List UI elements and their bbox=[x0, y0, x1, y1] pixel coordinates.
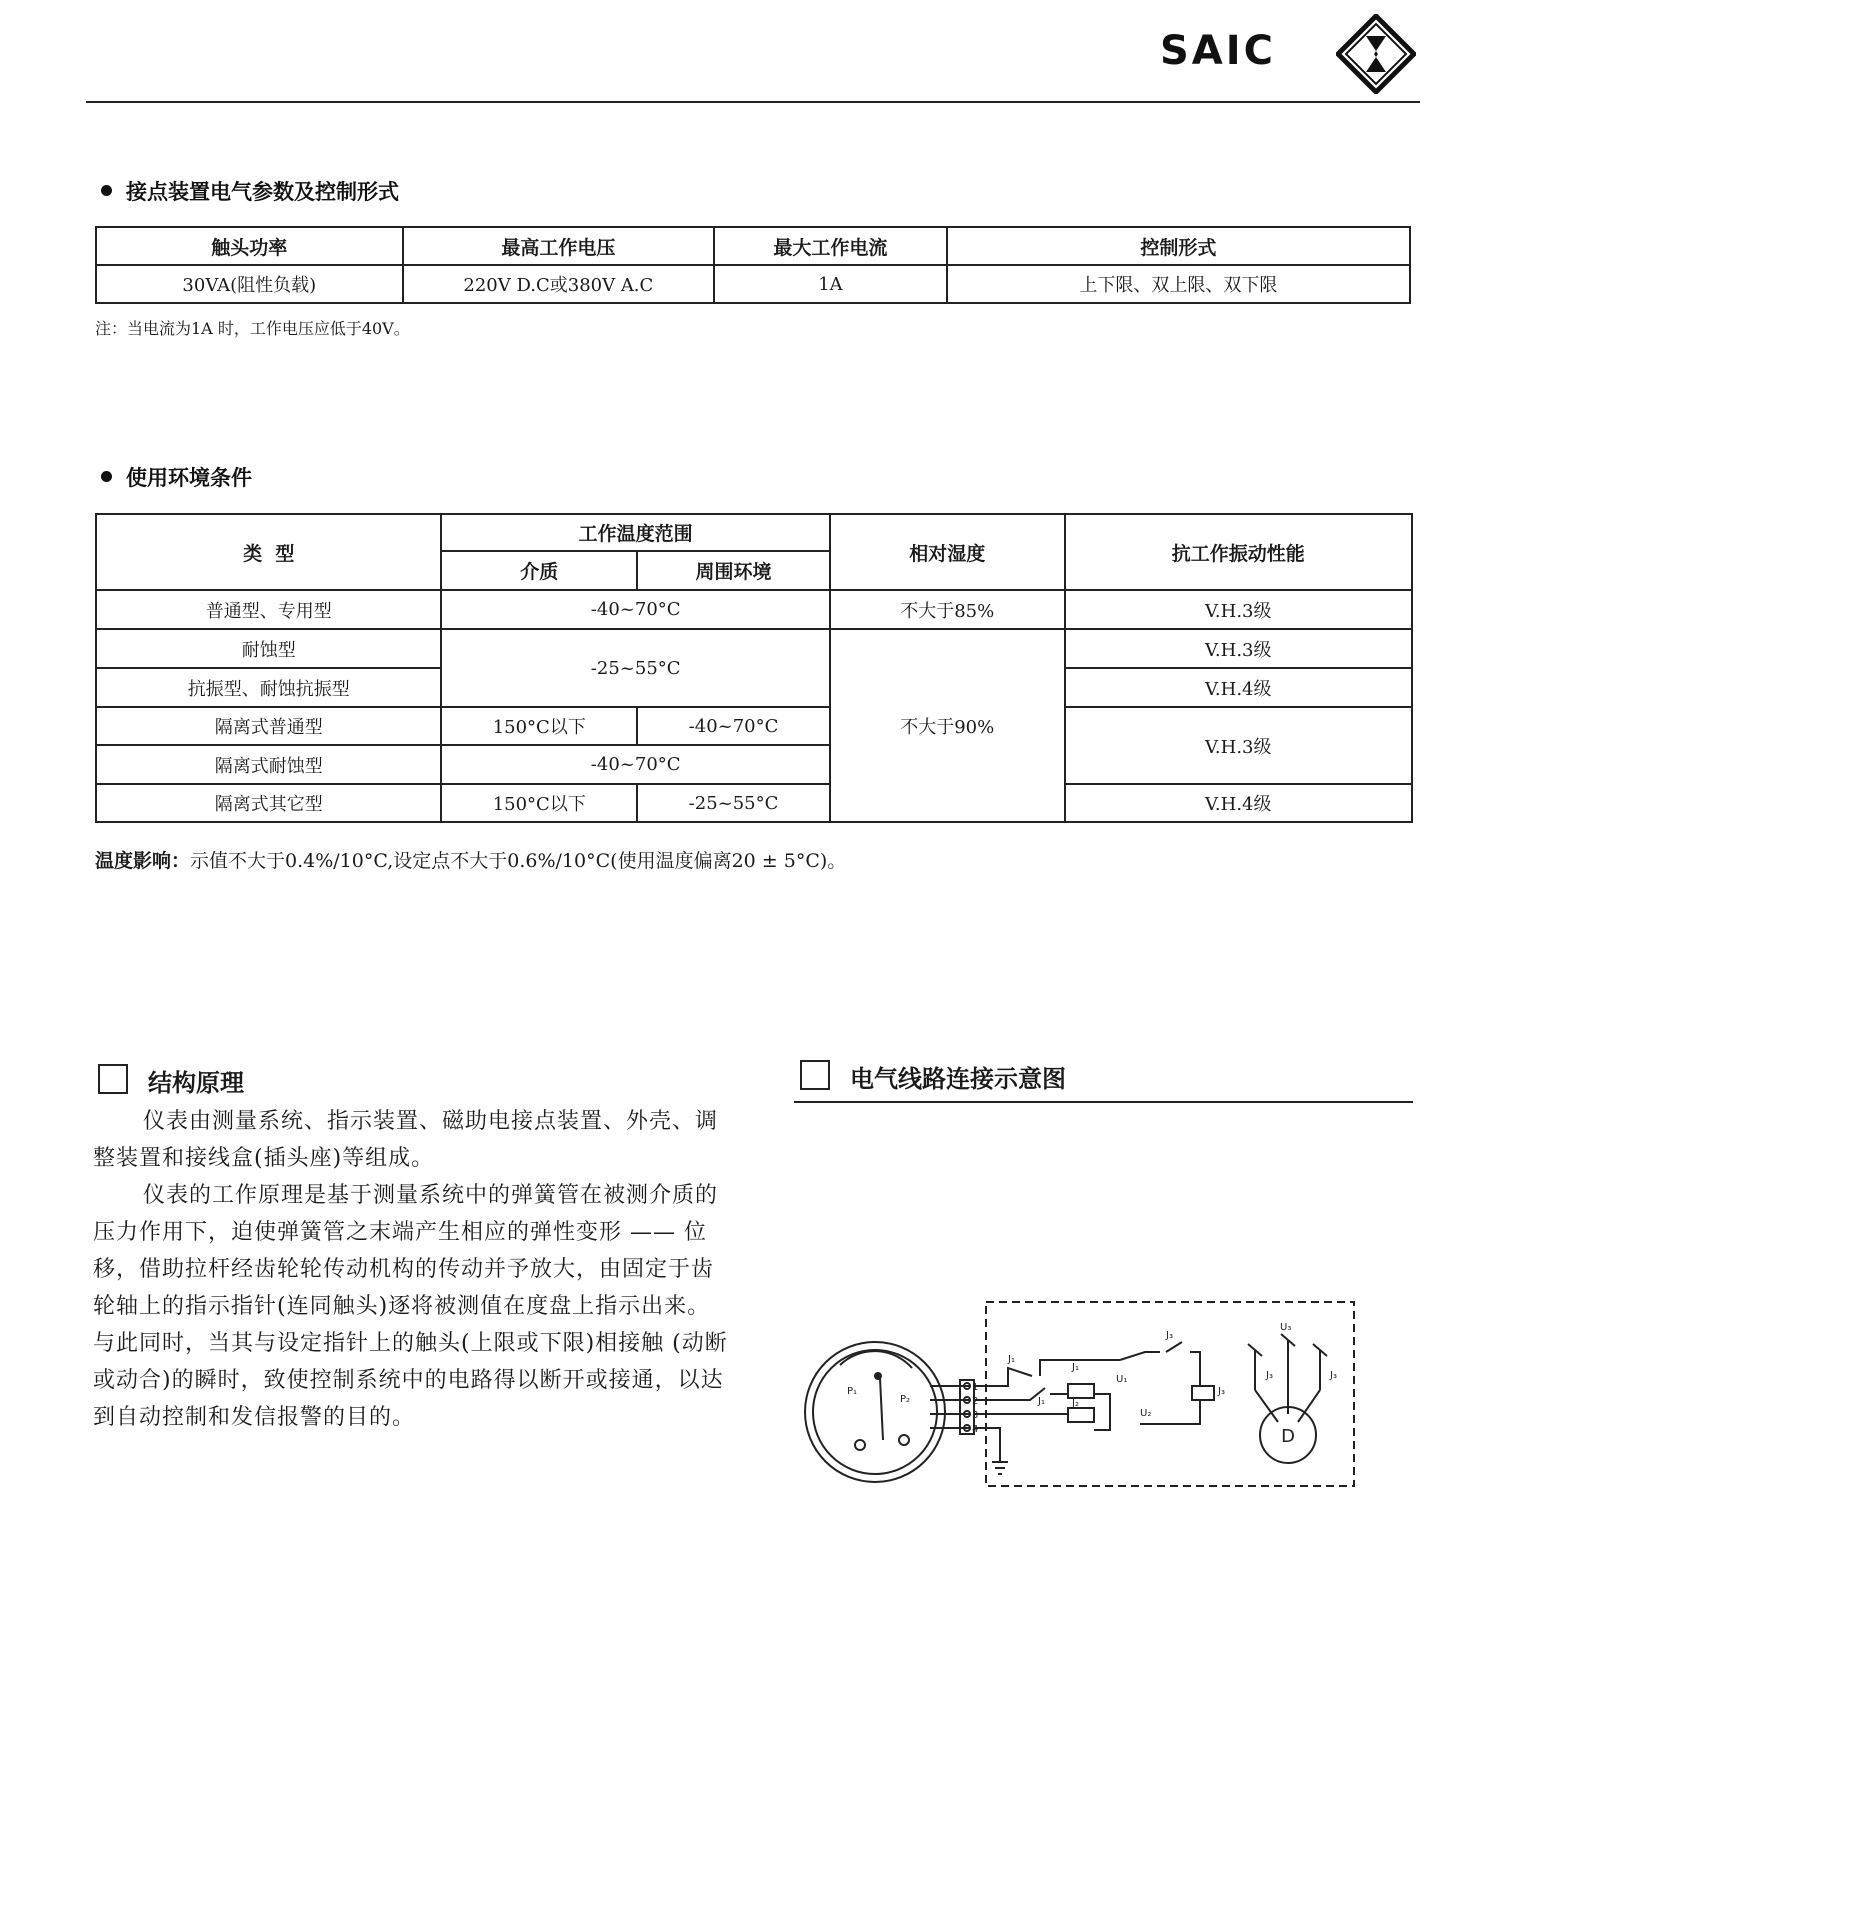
cell-type: 抗振型、耐蚀抗振型 bbox=[96, 668, 441, 707]
header-humidity: 相对湿度 bbox=[830, 514, 1065, 590]
section1-title: 接点装置电气参数及控制形式 bbox=[126, 180, 399, 204]
cell-vibration: V.H.4级 bbox=[1065, 784, 1412, 822]
label-motor: D bbox=[1281, 1426, 1295, 1447]
structure-paragraph-2: 仪表的工作原理是基于测量系统中的弹簧管在被测介质的压力作用下，迫使弹簧管之末端产生相应的弹性变形 —— 位移，借助拉杆经齿轮轮传动机构的传动并予放大，由固定于齿轮轴上的指示指针(连同触头)逐将被测值在度盘上指示出来。与此同时，当其与设定指针上的触头(上限或下限)相接触 (动断或动合)的瞬时，致使控制系统中的电路得以断开或接通，以达到自动控制和发信报警的目的。 bbox=[93, 1183, 728, 1430]
wiring-rule bbox=[794, 1101, 1413, 1103]
bullet-icon bbox=[101, 471, 112, 482]
bullet-icon bbox=[101, 185, 112, 196]
header-medium: 介质 bbox=[441, 551, 637, 590]
label-p2: P₂ bbox=[900, 1394, 911, 1405]
structure-paragraph-1: 仪表由测量系统、指示装置、磁助电接点装置、外壳、调整装置和接线盒(插头座)等组成。 bbox=[93, 1109, 719, 1171]
cell-humidity: 不大于85% bbox=[830, 590, 1065, 629]
section1-note: 注：当电流为1A 时，工作电压应低于40V。 bbox=[95, 319, 410, 338]
label-j3: J₃ bbox=[1266, 1370, 1273, 1381]
cell-vibration: V.H.3级 bbox=[1065, 590, 1412, 629]
label-j1: J₁ bbox=[1072, 1362, 1079, 1373]
label-terminal-2: 2 bbox=[972, 1396, 979, 1407]
label-terminal-4: 4 bbox=[972, 1424, 979, 1435]
cell-medium: 150°C以下 bbox=[441, 707, 637, 745]
cell-temp: -40~70°C bbox=[441, 745, 830, 784]
label-u3: U₃ bbox=[1280, 1322, 1292, 1333]
header-rule bbox=[86, 101, 1420, 103]
cell-type: 普通型、专用型 bbox=[96, 590, 441, 629]
label-j3: J₃ bbox=[1330, 1370, 1337, 1381]
temperature-effect-text: 示值不大于0.4%/10°C,设定点不大于0.6%/10°C(使用温度偏离20 ± 5°C)。 bbox=[190, 850, 847, 872]
cell-ambient: -25~55°C bbox=[637, 784, 830, 822]
cell-control-form: 上下限、双上限、双下限 bbox=[947, 265, 1410, 303]
temperature-effect-label: 温度影响： bbox=[95, 850, 191, 872]
header-max-current: 最大工作电流 bbox=[714, 227, 947, 265]
header-type: 类 型 bbox=[96, 514, 441, 590]
cell-humidity: 不大于90% bbox=[830, 629, 1065, 822]
section2-title: 使用环境条件 bbox=[126, 466, 252, 490]
label-u1: U₁ bbox=[1116, 1374, 1128, 1385]
cell-ambient: -40~70°C bbox=[637, 707, 830, 745]
cell-type: 耐蚀型 bbox=[96, 629, 441, 668]
label-j2: J₂ bbox=[1072, 1398, 1079, 1409]
cell-medium: 150°C以下 bbox=[441, 784, 637, 822]
cell-vibration: V.H.3级 bbox=[1065, 629, 1412, 668]
cell-type: 隔离式耐蚀型 bbox=[96, 745, 441, 784]
label-j1: J₁ bbox=[1038, 1396, 1045, 1407]
wiring-title: 电气线路连接示意图 bbox=[850, 1065, 1066, 1093]
label-j3: J₃ bbox=[1166, 1330, 1173, 1341]
header-ambient: 周围环境 bbox=[637, 551, 830, 590]
label-j3: J₃ bbox=[1218, 1386, 1225, 1397]
environment-table bbox=[95, 513, 1413, 823]
label-p1: P₁ bbox=[847, 1386, 858, 1397]
label-terminal-1: 1 bbox=[972, 1382, 979, 1393]
label-j1: J₁ bbox=[1008, 1354, 1015, 1365]
wiring-diagram bbox=[800, 1290, 1370, 1500]
cell-temp: -25~55°C bbox=[441, 629, 830, 707]
structure-body bbox=[93, 1103, 733, 1436]
header-max-voltage: 最高工作电压 bbox=[403, 227, 715, 265]
section-box-icon bbox=[98, 1064, 128, 1094]
temperature-effect-note bbox=[95, 846, 846, 873]
cell-temp: -40~70°C bbox=[441, 590, 830, 629]
header-control-form: 控制形式 bbox=[947, 227, 1410, 265]
cell-type: 隔离式其它型 bbox=[96, 784, 441, 822]
brand-name: SAIC bbox=[1160, 28, 1277, 74]
electrical-params-table bbox=[95, 226, 1411, 304]
label-u2: U₂ bbox=[1140, 1408, 1152, 1419]
cell-contact-power: 30VA(阻性负载) bbox=[96, 265, 403, 303]
section-box-icon bbox=[800, 1060, 830, 1090]
header-vibration: 抗工作振动性能 bbox=[1065, 514, 1412, 590]
cell-max-voltage: 220V D.C或380V A.C bbox=[403, 265, 715, 303]
label-terminal-3: 3 bbox=[972, 1410, 979, 1421]
cell-max-current: 1A bbox=[714, 265, 947, 303]
header-contact-power: 触头功率 bbox=[96, 227, 403, 265]
cell-type: 隔离式普通型 bbox=[96, 707, 441, 745]
structure-title: 结构原理 bbox=[148, 1069, 244, 1097]
saic-diamond-logo-icon bbox=[1336, 14, 1416, 94]
cell-vibration: V.H.3级 bbox=[1065, 707, 1412, 784]
header-temp-range: 工作温度范围 bbox=[441, 514, 830, 551]
cell-vibration: V.H.4级 bbox=[1065, 668, 1412, 707]
